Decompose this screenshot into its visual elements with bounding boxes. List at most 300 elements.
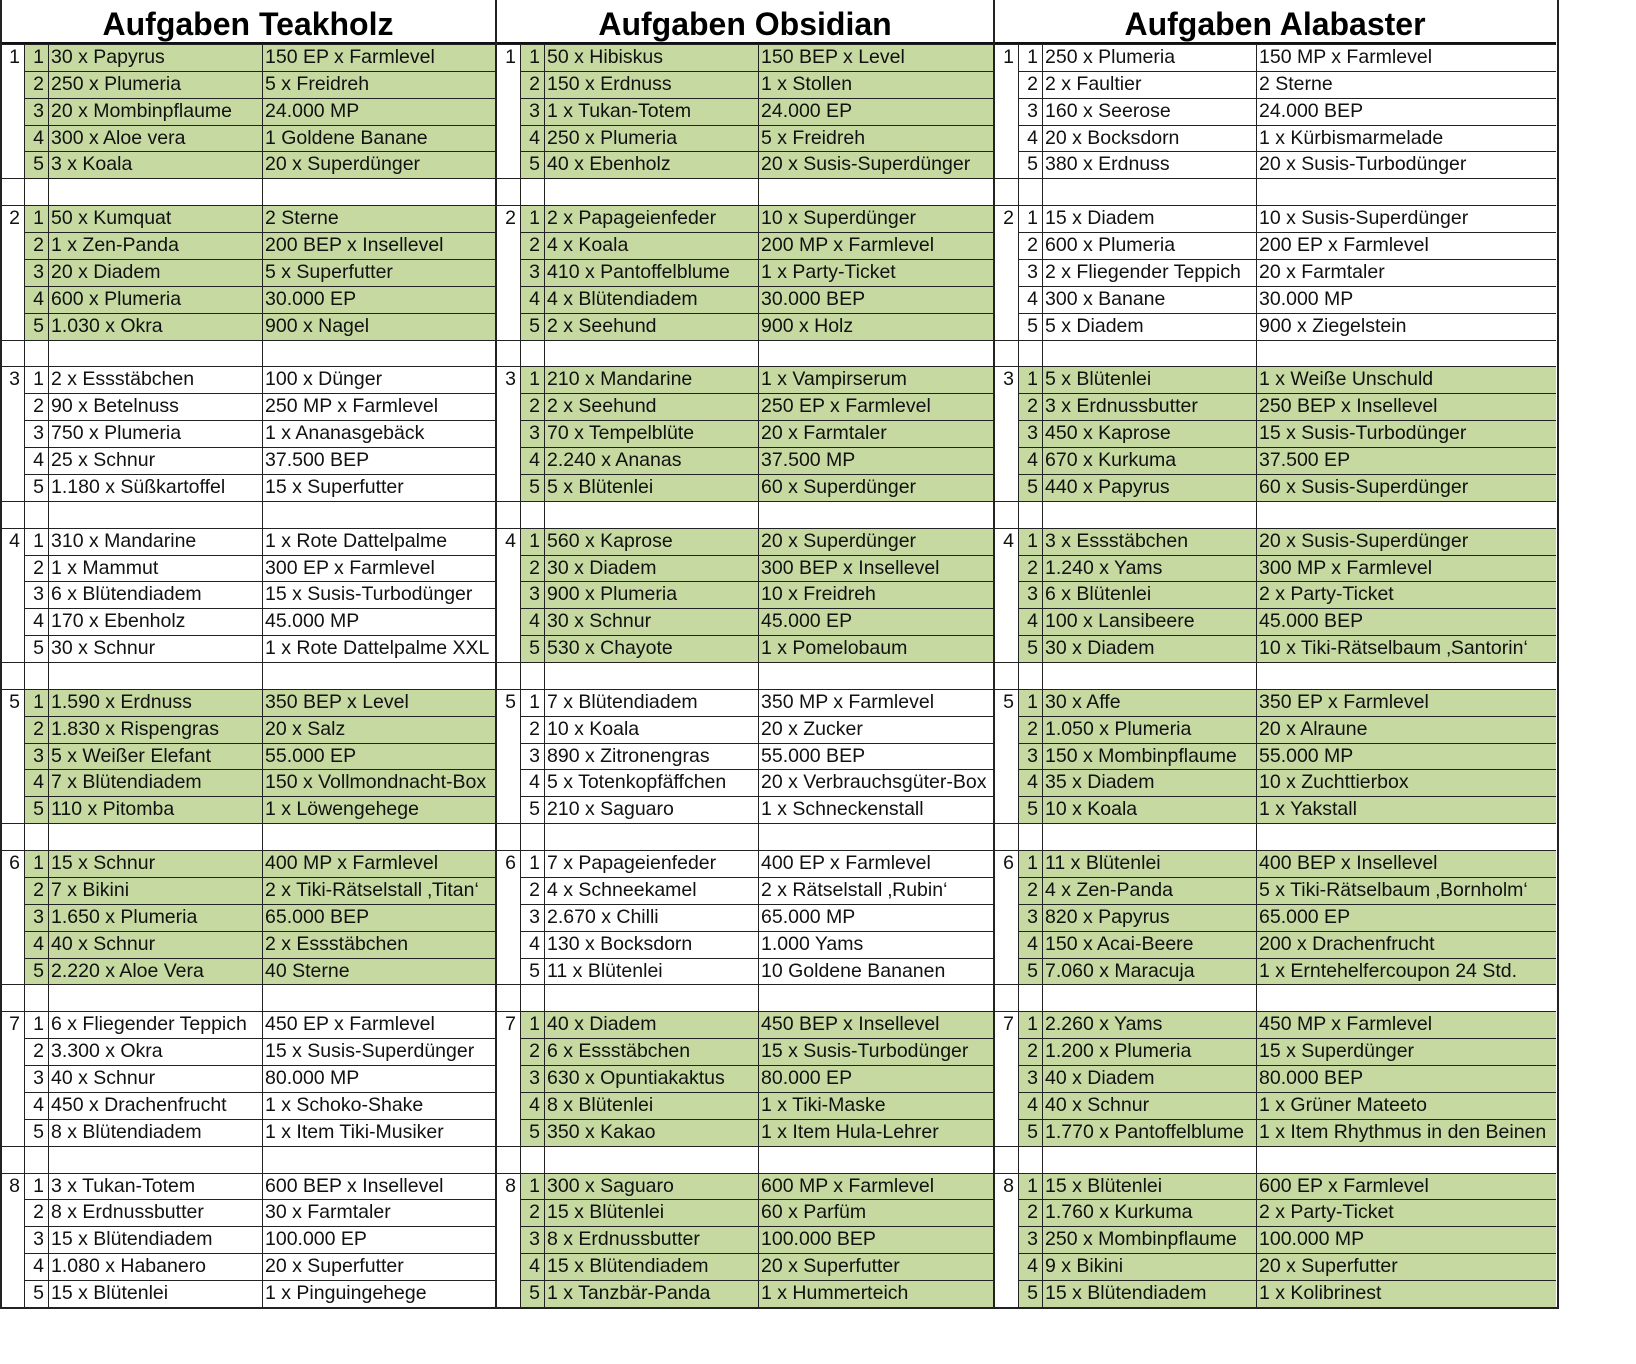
grid-row-line <box>24 608 496 609</box>
group-number <box>496 474 520 501</box>
task-item: 6 x Blütendiadem <box>51 583 202 606</box>
grid-row-line <box>0 1173 496 1174</box>
task-reward: 300 BEP x Insellevel <box>758 555 994 582</box>
task-number: 1 <box>520 205 544 232</box>
task-item: 2.220 x Aloe Vera <box>48 958 262 985</box>
grid-row-line <box>994 662 1556 663</box>
group-number: 8 <box>9 1174 20 1197</box>
task-item: 2.240 x Ananas <box>544 447 758 474</box>
task-item: 40 x Schnur <box>51 1067 156 1090</box>
task-reward: 60 x Superdünger <box>758 474 994 501</box>
task-reward: 10 x Zuchttierbox <box>1256 769 1556 796</box>
task-reward: 20 x Susis-Superdünger <box>758 151 994 178</box>
task-number: 5 <box>1018 1280 1042 1307</box>
group-number <box>496 769 520 796</box>
task-number: 2 <box>520 232 544 259</box>
grid-row-line <box>994 44 1556 45</box>
group-number <box>0 1253 24 1280</box>
grid-row-line <box>994 340 1556 341</box>
task-reward: 45.000 MP <box>265 610 360 633</box>
group-number <box>496 286 520 313</box>
task-number: 3 <box>1018 420 1042 447</box>
task-number: 1 <box>520 1011 544 1038</box>
grid-row-line <box>24 420 496 421</box>
group-number <box>496 608 520 635</box>
task-number: 2 <box>520 71 544 98</box>
task-item: 2 x Seehund <box>544 393 758 420</box>
grid-column-line <box>48 44 49 1307</box>
group-number <box>994 125 1018 152</box>
task-item: 11 x Blütenlei <box>1042 850 1256 877</box>
group-number <box>994 232 1018 259</box>
grid-row-line <box>520 904 994 905</box>
task-number: 1 <box>33 1174 44 1197</box>
task-item: 310 x Mandarine <box>51 529 197 552</box>
grid-row-line <box>0 662 496 663</box>
grid-row-line <box>24 769 496 770</box>
task-item: 30 x Schnur <box>544 608 758 635</box>
task-reward: 20 x Farmtaler <box>758 420 994 447</box>
task-number: 1 <box>1018 528 1042 555</box>
grid-row-line <box>520 877 994 878</box>
task-reward: 1 x Kürbismarmelade <box>1259 126 1444 149</box>
group-number <box>0 1065 24 1092</box>
grid-row-line <box>520 71 994 72</box>
task-number: 4 <box>24 286 48 313</box>
task-item: 1.240 x Yams <box>1042 555 1256 582</box>
grid-row-line <box>520 447 994 448</box>
grid-row-line <box>994 984 1556 985</box>
task-reward: 300 EP x Farmlevel <box>265 556 435 579</box>
task-item: 1.760 x Kurkuma <box>1042 1199 1256 1226</box>
task-item: 30 x Schnur <box>51 637 156 660</box>
task-number: 5 <box>520 313 544 340</box>
task-number: 1 <box>520 366 544 393</box>
group-number: 4 <box>1003 529 1014 552</box>
task-item: 750 x Plumeria <box>51 422 182 445</box>
task-item: 15 x Blütendiadem <box>1042 1280 1256 1307</box>
grid-row-line <box>994 823 1556 824</box>
grid-row-line <box>24 635 496 636</box>
grid-row-line <box>24 98 496 99</box>
group-number <box>994 313 1018 340</box>
task-item: 6 x Fliegender Teppich <box>51 1013 247 1036</box>
group-number <box>994 286 1018 313</box>
group-number: 8 <box>505 1174 516 1197</box>
grid-row-line <box>520 1038 994 1039</box>
grid-row-line <box>24 877 496 878</box>
task-item: 1.200 x Plumeria <box>1042 1038 1256 1065</box>
grid-row-line <box>520 232 994 233</box>
grid-row-line <box>24 71 496 72</box>
group-number <box>496 232 520 259</box>
grid-row-line <box>496 850 994 851</box>
grid-row-line <box>0 1011 496 1012</box>
task-reward: 15 x Superdünger <box>1256 1038 1556 1065</box>
group-number <box>994 958 1018 985</box>
group-number: 1 <box>1003 46 1014 68</box>
grid-column-line <box>24 44 25 1307</box>
grid-row-line <box>520 743 994 744</box>
task-reward: 300 MP x Farmlevel <box>1256 555 1556 582</box>
grid-row-line <box>520 1280 994 1281</box>
grid-row-line <box>520 555 994 556</box>
group-number <box>0 232 24 259</box>
task-reward: 10 x Susis-Superdünger <box>1259 207 1469 230</box>
task-reward: 20 x Superfutter <box>758 1253 994 1280</box>
task-item: 1 x Tanzbär-Panda <box>544 1280 758 1307</box>
grid-row-line <box>994 850 1556 851</box>
task-item: 820 x Papyrus <box>1042 904 1256 931</box>
grid-row-line <box>0 984 496 985</box>
task-number: 2 <box>33 556 44 579</box>
task-reward: 1.000 Yams <box>761 932 864 955</box>
grid-row-line <box>520 259 994 260</box>
task-item: 10 x Koala <box>547 717 640 740</box>
grid-row-line <box>496 340 994 341</box>
grid-row-line <box>520 125 994 126</box>
task-reward: 1 x Party-Ticket <box>758 259 994 286</box>
task-reward: 2 x Party-Ticket <box>1256 581 1556 608</box>
group-number <box>994 555 1018 582</box>
task-reward: 30 x Farmtaler <box>265 1201 391 1224</box>
task-number: 2 <box>520 393 544 420</box>
grid-row-line <box>520 286 994 287</box>
task-number: 5 <box>520 474 544 501</box>
group-number <box>994 1253 1018 1280</box>
task-reward: 1 x Schoko-Shake <box>265 1093 424 1116</box>
task-number: 5 <box>1027 314 1038 337</box>
grid-row-line <box>520 1065 994 1066</box>
task-item: 6 x Blütenlei <box>1042 581 1256 608</box>
group-number <box>994 420 1018 447</box>
task-item: 3 x Tukan-Totem <box>51 1174 196 1197</box>
task-reward: 5 x Freidreh <box>758 125 994 152</box>
task-number: 2 <box>520 1038 544 1065</box>
task-number: 1 <box>1018 689 1042 716</box>
group-number: 1 <box>505 46 516 68</box>
task-number: 1 <box>24 44 48 71</box>
task-number: 5 <box>24 151 48 178</box>
group-number <box>0 1119 24 1146</box>
task-number: 4 <box>33 1093 44 1116</box>
grid-row-line <box>1018 474 1556 475</box>
task-item: 15 x Blütenlei <box>1042 1173 1256 1200</box>
task-number: 1 <box>24 689 48 716</box>
task-number: 4 <box>520 1092 544 1119</box>
task-item: 1.830 x Rispengras <box>48 716 262 743</box>
grid-row-line <box>994 528 1556 529</box>
task-item: 110 x Pitomba <box>48 796 262 823</box>
group-number <box>994 474 1018 501</box>
task-number: 1 <box>33 368 44 391</box>
group-number <box>994 1119 1018 1146</box>
grid-row-line <box>1018 1065 1556 1066</box>
grid-row-line <box>496 178 994 179</box>
task-reward: 250 EP x Farmlevel <box>758 393 994 420</box>
task-reward: 2 Sterne <box>262 205 496 232</box>
group-number <box>496 581 520 608</box>
task-item: 530 x Chayote <box>544 635 758 662</box>
group-number <box>994 71 1018 98</box>
task-item: 1.650 x Plumeria <box>48 904 262 931</box>
task-item: 15 x Diadem <box>1045 207 1155 230</box>
grid-row-line <box>24 958 496 959</box>
grid-row-line <box>520 931 994 932</box>
task-item: 1.050 x Plumeria <box>1042 716 1256 743</box>
task-number: 1 <box>520 44 544 71</box>
grid-row-line <box>0 501 496 502</box>
task-reward: 150 x Vollmondnacht-Box <box>262 769 496 796</box>
group-number <box>496 958 520 985</box>
grid-row-line <box>520 313 994 314</box>
task-item: 250 x Mombinpflaume <box>1042 1226 1256 1253</box>
task-item: 1.590 x Erdnuss <box>48 689 262 716</box>
grid-row-line <box>24 1280 496 1281</box>
group-number: 7 <box>9 1013 20 1036</box>
task-item: 25 x Schnur <box>51 449 156 472</box>
task-reward: 100 x Dünger <box>265 368 383 391</box>
group-number <box>0 608 24 635</box>
task-number: 5 <box>24 796 48 823</box>
task-number: 3 <box>24 743 48 770</box>
task-reward: 250 MP x Farmlevel <box>265 395 439 418</box>
grid-row-line <box>1018 1119 1556 1120</box>
task-number: 5 <box>1018 796 1042 823</box>
task-item: 7 x Bikini <box>48 877 262 904</box>
task-number: 5 <box>529 798 540 821</box>
task-item: 10 x Koala <box>1042 796 1256 823</box>
task-reward: 80.000 BEP <box>1256 1065 1556 1092</box>
task-item: 5 x Blütenlei <box>1042 366 1256 393</box>
grid-row-line <box>1018 286 1556 287</box>
sheet-left-border <box>0 0 2 1309</box>
grid-row-line <box>1018 555 1556 556</box>
task-item: 100 x Lansibeere <box>1042 608 1256 635</box>
task-number: 5 <box>24 313 48 340</box>
task-number: 1 <box>520 528 544 555</box>
task-number: 5 <box>33 1282 44 1305</box>
task-reward: 2 x Tiki-Rätselstall ‚Titan‘ <box>262 877 496 904</box>
task-reward: 20 x Farmtaler <box>1259 260 1385 283</box>
task-number: 3 <box>520 420 544 447</box>
task-item: 8 x Blütendiadem <box>51 1120 202 1143</box>
group-number <box>0 286 24 313</box>
grid-row-line <box>520 1253 994 1254</box>
group-number: 2 <box>505 207 516 230</box>
group-number <box>994 1226 1018 1253</box>
task-item: 4 x Koala <box>544 232 758 259</box>
task-number: 3 <box>1018 904 1042 931</box>
task-number: 4 <box>33 449 44 472</box>
task-reward: 15 x Susis-Turbodünger <box>265 583 473 606</box>
grid-row-line <box>1018 313 1556 314</box>
task-reward: 80.000 EP <box>758 1065 994 1092</box>
group-number <box>496 71 520 98</box>
task-reward: 150 EP x Farmlevel <box>262 44 496 71</box>
group-number <box>496 313 520 340</box>
task-reward: 1 x Rote Dattelpalme XXL <box>265 637 490 660</box>
grid-row-line <box>496 44 994 45</box>
group-number <box>0 420 24 447</box>
panel-title: Aufgaben Teakholz <box>0 0 496 44</box>
group-number <box>496 1065 520 1092</box>
task-item: 150 x Acai-Beere <box>1042 931 1256 958</box>
task-number: 1 <box>1018 1011 1042 1038</box>
task-reward: 1 x Item Tiki-Musiker <box>265 1120 444 1143</box>
task-number: 4 <box>520 286 544 313</box>
task-reward: 200 MP x Farmlevel <box>758 232 994 259</box>
task-item: 2 x Papageienfeder <box>544 205 758 232</box>
grid-row-line <box>1018 1038 1556 1039</box>
group-number <box>994 151 1018 178</box>
task-number: 4 <box>1018 1253 1042 1280</box>
grid-row-line <box>24 151 496 152</box>
task-reward: 20 x Superfutter <box>265 1255 404 1278</box>
grid-row-line <box>520 393 994 394</box>
group-number <box>0 635 24 662</box>
grid-row-line <box>520 420 994 421</box>
group-number <box>0 1280 24 1307</box>
task-number: 3 <box>529 905 540 928</box>
task-item: 40 x Schnur <box>1042 1092 1256 1119</box>
task-item: 600 x Plumeria <box>1045 234 1176 257</box>
task-number: 2 <box>24 232 48 259</box>
group-number: 3 <box>505 368 516 391</box>
task-reward: 55.000 MP <box>1256 743 1556 770</box>
task-item: 5 x Totenkopfäffchen <box>547 771 727 794</box>
task-item: 30 x Affe <box>1042 689 1256 716</box>
task-reward: 600 MP x Farmlevel <box>758 1173 994 1200</box>
task-number: 3 <box>529 744 540 767</box>
task-number: 3 <box>33 422 44 445</box>
grid-row-line <box>1018 151 1556 152</box>
task-reward: 5 x Freidreh <box>262 71 496 98</box>
task-reward: 30.000 EP <box>262 286 496 313</box>
task-item: 450 x Drachenfrucht <box>51 1093 227 1116</box>
grid-row-line <box>496 205 994 206</box>
task-item: 7 x Blütendiadem <box>48 769 262 796</box>
group-number <box>0 1092 24 1119</box>
task-number: 2 <box>24 716 48 743</box>
group-number <box>0 904 24 931</box>
grid-row-line <box>0 689 496 690</box>
task-item: 2 x Seehund <box>544 313 758 340</box>
task-number: 1 <box>529 690 540 713</box>
task-item: 15 x Blütendiadem <box>51 1228 213 1251</box>
task-item: 40 x Ebenholz <box>544 151 758 178</box>
grid-row-line <box>1018 877 1556 878</box>
task-reward: 1 x Grüner Mateeto <box>1256 1092 1556 1119</box>
task-item: 40 x Diadem <box>1042 1065 1256 1092</box>
task-number: 3 <box>1018 581 1042 608</box>
task-reward: 400 MP x Farmlevel <box>262 850 496 877</box>
group-number: 5 <box>505 690 516 713</box>
task-number: 5 <box>529 959 540 982</box>
grid-row-line <box>24 259 496 260</box>
task-number: 3 <box>33 1067 44 1090</box>
task-item: 3 x Essstäbchen <box>1042 528 1256 555</box>
grid-row-line <box>1018 931 1556 932</box>
group-number <box>994 259 1018 286</box>
task-reward: 400 BEP x Insellevel <box>1256 850 1556 877</box>
grid-row-line <box>520 608 994 609</box>
task-reward: 900 x Ziegelstein <box>1259 314 1407 337</box>
task-number: 1 <box>24 850 48 877</box>
task-reward: 55.000 BEP <box>761 744 866 767</box>
task-item: 160 x Seerose <box>1045 99 1171 122</box>
task-item: 1.030 x Okra <box>48 313 262 340</box>
task-item: 11 x Blütenlei <box>547 959 663 982</box>
task-item: 9 x Bikini <box>1042 1253 1256 1280</box>
task-reward: 600 BEP x Insellevel <box>265 1174 444 1197</box>
group-number <box>496 447 520 474</box>
group-number: 8 <box>1003 1174 1014 1197</box>
task-number: 1 <box>24 205 48 232</box>
task-number: 3 <box>520 581 544 608</box>
task-number: 2 <box>1018 877 1042 904</box>
grid-row-line <box>1018 1199 1556 1200</box>
group-number <box>994 904 1018 931</box>
grid-row-line <box>496 501 994 502</box>
task-item: 8 x Erdnussbutter <box>51 1201 204 1224</box>
task-reward: 900 x Nagel <box>262 313 496 340</box>
task-number: 3 <box>1018 1226 1042 1253</box>
task-number: 4 <box>33 1255 44 1278</box>
grid-row-line <box>520 716 994 717</box>
task-number: 4 <box>529 771 540 794</box>
task-number: 4 <box>24 769 48 796</box>
task-item: 15 x Blütendiadem <box>544 1253 758 1280</box>
grid-row-line <box>1018 1253 1556 1254</box>
grid-row-line <box>1018 420 1556 421</box>
task-number: 5 <box>1018 635 1042 662</box>
task-number: 4 <box>520 447 544 474</box>
group-number <box>496 1092 520 1119</box>
task-item: 70 x Tempelblüte <box>544 420 758 447</box>
task-item: 5 x Blütenlei <box>544 474 758 501</box>
task-reward: 1 x Item Hula-Lehrer <box>758 1119 994 1146</box>
task-item: 4 x Zen-Panda <box>1042 877 1256 904</box>
task-reward: 1 x Weiße Unschuld <box>1256 366 1556 393</box>
task-number: 1 <box>33 529 44 552</box>
grid-row-line <box>994 178 1556 179</box>
grid-row-line <box>0 1146 496 1147</box>
task-number: 2 <box>24 71 48 98</box>
grid-row-line <box>496 1146 994 1147</box>
task-reward: 24.000 BEP <box>1259 99 1364 122</box>
task-item: 350 x Kakao <box>544 1119 758 1146</box>
group-number <box>0 581 24 608</box>
group-number <box>496 635 520 662</box>
task-number: 1 <box>1027 46 1038 68</box>
task-reward: 15 x Susis-Superdünger <box>265 1040 475 1063</box>
group-number <box>994 716 1018 743</box>
group-number <box>0 71 24 98</box>
grid-column-line <box>1256 44 1257 1307</box>
group-number <box>0 447 24 474</box>
group-number <box>496 1253 520 1280</box>
task-item: 2 x Faultier <box>1045 72 1142 95</box>
grid-row-line <box>1018 259 1556 260</box>
grid-column-line <box>520 44 521 1307</box>
task-number: 5 <box>33 1120 44 1143</box>
group-number <box>994 931 1018 958</box>
task-item: 1.770 x Pantoffelblume <box>1042 1119 1256 1146</box>
task-reward: 250 BEP x Insellevel <box>1256 393 1556 420</box>
task-number: 3 <box>24 904 48 931</box>
grid-row-line <box>0 850 496 851</box>
